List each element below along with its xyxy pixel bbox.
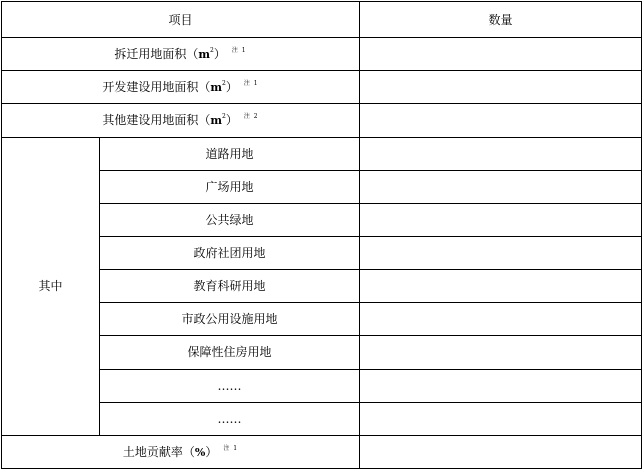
header-quantity: 数量 bbox=[360, 2, 642, 38]
sub-item-label: 政府社团用地 bbox=[100, 236, 360, 269]
value-cell[interactable] bbox=[360, 303, 642, 336]
unit-superscript: 2 bbox=[210, 47, 214, 55]
footnote-marker: 注 1 bbox=[243, 80, 259, 88]
sub-item-label: 道路用地 bbox=[100, 137, 360, 170]
footnote-marker: 注 1 bbox=[223, 444, 239, 452]
value-cell[interactable] bbox=[360, 402, 642, 435]
row-label-land-contribution-rate bbox=[2, 435, 360, 468]
value-cell[interactable] bbox=[360, 170, 642, 203]
sub-item-label: 公共绿地 bbox=[100, 203, 360, 236]
unit: m bbox=[198, 48, 211, 62]
label-suffix: ） bbox=[225, 80, 238, 95]
sub-item-label: …… bbox=[100, 402, 360, 435]
value-cell[interactable] bbox=[360, 369, 642, 402]
sub-item-label: 教育科研用地 bbox=[100, 270, 360, 303]
value-cell[interactable] bbox=[360, 270, 642, 303]
sub-item-label: 广场用地 bbox=[100, 170, 360, 203]
label-text: 开发建设用地面积（ bbox=[102, 80, 211, 95]
row-label-demolition-area bbox=[2, 38, 360, 71]
table-row bbox=[2, 104, 642, 137]
label-text: 拆迁用地面积（ bbox=[114, 47, 199, 62]
table-row bbox=[2, 71, 642, 104]
label-suffix: ） bbox=[205, 444, 218, 459]
table-row bbox=[2, 137, 642, 170]
value-cell[interactable] bbox=[360, 38, 642, 71]
unit: m bbox=[210, 81, 223, 95]
header-item: 项目 bbox=[2, 2, 360, 38]
value-cell[interactable] bbox=[360, 137, 642, 170]
value-cell[interactable] bbox=[360, 203, 642, 236]
unit: % bbox=[194, 445, 206, 459]
table-row bbox=[2, 38, 642, 71]
value-cell[interactable] bbox=[360, 104, 642, 137]
footnote-marker: 注 2 bbox=[243, 113, 259, 121]
unit-superscript: 2 bbox=[222, 80, 226, 88]
label-text: 土地贡献率（ bbox=[122, 444, 195, 459]
group-label-of-which: 其中 bbox=[2, 137, 100, 435]
unit-superscript: 2 bbox=[222, 113, 226, 121]
row-label-other-construction-area bbox=[2, 104, 360, 137]
row-label-development-area bbox=[2, 71, 360, 104]
unit: m bbox=[210, 114, 223, 128]
land-use-table bbox=[1, 1, 642, 469]
value-cell[interactable] bbox=[360, 71, 642, 104]
table-row bbox=[2, 435, 642, 468]
label-suffix: ） bbox=[225, 113, 238, 128]
value-cell[interactable] bbox=[360, 435, 642, 468]
value-cell[interactable] bbox=[360, 336, 642, 369]
footnote-marker: 注 1 bbox=[231, 47, 247, 55]
table-header-row bbox=[2, 2, 642, 38]
label-suffix: ） bbox=[213, 47, 226, 62]
sub-item-label: 市政公用设施用地 bbox=[100, 303, 360, 336]
label-text: 其他建设用地面积（ bbox=[102, 113, 211, 128]
value-cell[interactable] bbox=[360, 236, 642, 269]
sub-item-label: …… bbox=[100, 369, 360, 402]
sub-item-label: 保障性住房用地 bbox=[100, 336, 360, 369]
